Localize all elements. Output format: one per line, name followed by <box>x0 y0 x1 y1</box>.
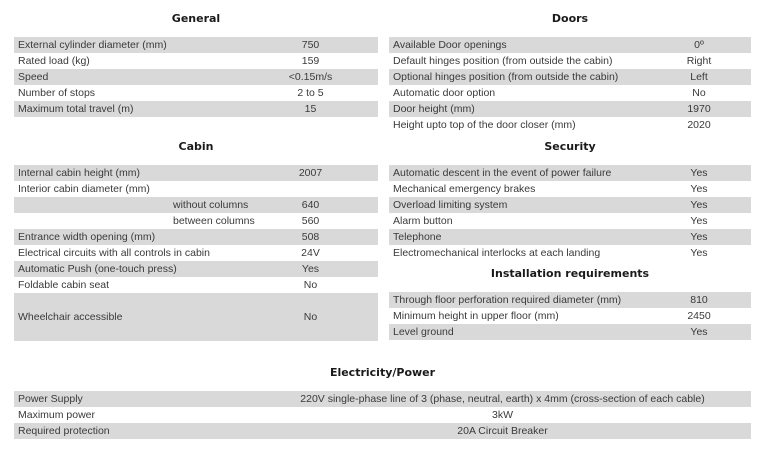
row-value: 220V single-phase line of 3 (phase, neutral, earth) x 4mm (cross-section of each cable) <box>254 391 751 407</box>
row-value: 640 <box>243 197 378 213</box>
row-value: No <box>243 293 378 341</box>
table-row <box>389 117 751 133</box>
row-value: 750 <box>243 37 378 53</box>
row-label: Internal cabin height (mm) <box>14 165 243 181</box>
security-title: Security <box>544 140 596 153</box>
row-label: Level ground <box>389 324 647 340</box>
table-row <box>14 407 751 423</box>
doors-section <box>389 12 751 133</box>
row-value: Yes <box>690 215 708 227</box>
row-value: 0º <box>647 37 751 53</box>
power-title: Electricity/Power <box>329 366 436 379</box>
doors-table <box>389 37 751 133</box>
cabin-title: Cabin <box>178 140 214 153</box>
row-label: Entrance width opening (mm) <box>14 229 243 245</box>
cabin-section <box>14 140 378 341</box>
row-label: without columns <box>14 197 243 213</box>
row-value: Yes <box>690 247 708 259</box>
row-label: Available Door openings <box>389 37 647 53</box>
table-row <box>389 245 751 261</box>
row-value: 1970 <box>647 101 751 117</box>
table-row <box>14 101 378 117</box>
general-title: General <box>171 12 221 25</box>
row-label: Minimum height in upper floor (mm) <box>393 310 559 322</box>
row-label: Optional hinges position (from outside the cabin) <box>389 69 647 85</box>
row-label: between columns <box>173 215 255 227</box>
table-row <box>14 197 378 213</box>
row-value: 3kW <box>492 409 513 421</box>
row-label: Maximum power <box>18 409 96 421</box>
row-label: Interior cabin diameter (mm) <box>18 183 150 195</box>
table-row <box>389 181 751 197</box>
row-label: Electrical circuits with all controls in cabin <box>18 247 210 259</box>
table-row <box>14 277 378 293</box>
row-label: Foldable cabin seat <box>18 279 110 291</box>
row-value: 2 to 5 <box>297 87 324 99</box>
table-row <box>389 69 751 85</box>
row-value: Yes <box>647 324 751 340</box>
row-value: 508 <box>243 229 378 245</box>
row-value: Left <box>647 69 751 85</box>
row-label: Rated load (kg) <box>18 55 90 67</box>
row-label: Power Supply <box>14 391 254 407</box>
installation-table <box>389 292 751 340</box>
table-row <box>389 229 751 245</box>
row-label: Overload limiting system <box>389 197 647 213</box>
table-row <box>14 165 378 181</box>
security-table <box>389 165 751 261</box>
table-row <box>389 37 751 53</box>
general-section <box>14 12 378 117</box>
installation-section <box>389 267 751 340</box>
row-label: Default hinges position (from outside the cabin) <box>393 55 613 67</box>
row-label: Required protection <box>14 423 254 439</box>
row-value: 159 <box>301 55 320 67</box>
row-value: Yes <box>647 197 751 213</box>
table-row <box>14 53 378 69</box>
installation-title: Installation requirements <box>490 267 650 280</box>
row-label: Wheelchair accessible <box>14 293 243 341</box>
row-label: Automatic descent in the event of power failure <box>389 165 647 181</box>
row-label: Telephone <box>389 229 647 245</box>
table-row <box>14 69 378 85</box>
row-value: 810 <box>647 292 751 308</box>
table-row <box>14 293 378 341</box>
row-value: 2450 <box>687 310 711 322</box>
table-row <box>14 37 378 53</box>
table-row <box>389 308 751 324</box>
row-value: No <box>303 279 318 291</box>
table-row <box>389 101 751 117</box>
table-row <box>14 423 751 439</box>
general-table <box>14 37 378 117</box>
row-value: Right <box>686 55 712 67</box>
table-row <box>389 85 751 101</box>
row-value: Yes <box>690 183 708 195</box>
doors-title: Doors <box>551 12 589 25</box>
table-row <box>14 213 378 229</box>
row-label: Automatic door option <box>393 87 496 99</box>
cabin-table <box>14 165 378 341</box>
table-row <box>389 53 751 69</box>
row-value: 15 <box>243 101 378 117</box>
table-row <box>14 245 378 261</box>
row-value: 2007 <box>243 165 378 181</box>
row-value: <0.15m/s <box>243 69 378 85</box>
row-value: 24V <box>301 247 320 259</box>
row-label: Height upto top of the door closer (mm) <box>393 119 576 131</box>
table-row <box>389 324 751 340</box>
row-value: 2020 <box>687 119 711 131</box>
row-label: Speed <box>14 69 243 85</box>
row-label: Maximum total travel (m) <box>14 101 243 117</box>
table-row <box>389 165 751 181</box>
power-section <box>14 366 751 439</box>
row-value: Yes <box>647 165 751 181</box>
table-row <box>14 229 378 245</box>
row-value: No <box>692 87 706 99</box>
table-row <box>14 181 378 197</box>
row-value: 560 <box>301 215 320 227</box>
row-label: External cylinder diameter (mm) <box>14 37 243 53</box>
table-row <box>14 85 378 101</box>
security-section <box>389 140 751 261</box>
row-label: Automatic Push (one-touch press) <box>14 261 243 277</box>
row-label: Number of stops <box>18 87 96 99</box>
row-label: Door height (mm) <box>389 101 647 117</box>
row-label: Electromechanical interlocks at each landing <box>393 247 601 259</box>
table-row <box>389 197 751 213</box>
table-row <box>389 292 751 308</box>
row-value: Yes <box>243 261 378 277</box>
table-row <box>389 213 751 229</box>
table-row <box>14 391 751 407</box>
power-table <box>14 391 751 439</box>
table-row <box>14 261 378 277</box>
row-value: Yes <box>647 229 751 245</box>
row-label: Alarm button <box>393 215 453 227</box>
row-label: Through floor perforation required diameter (mm) <box>389 292 647 308</box>
row-value <box>243 181 378 197</box>
row-value: 20A Circuit Breaker <box>254 423 751 439</box>
row-label: Mechanical emergency brakes <box>393 183 536 195</box>
